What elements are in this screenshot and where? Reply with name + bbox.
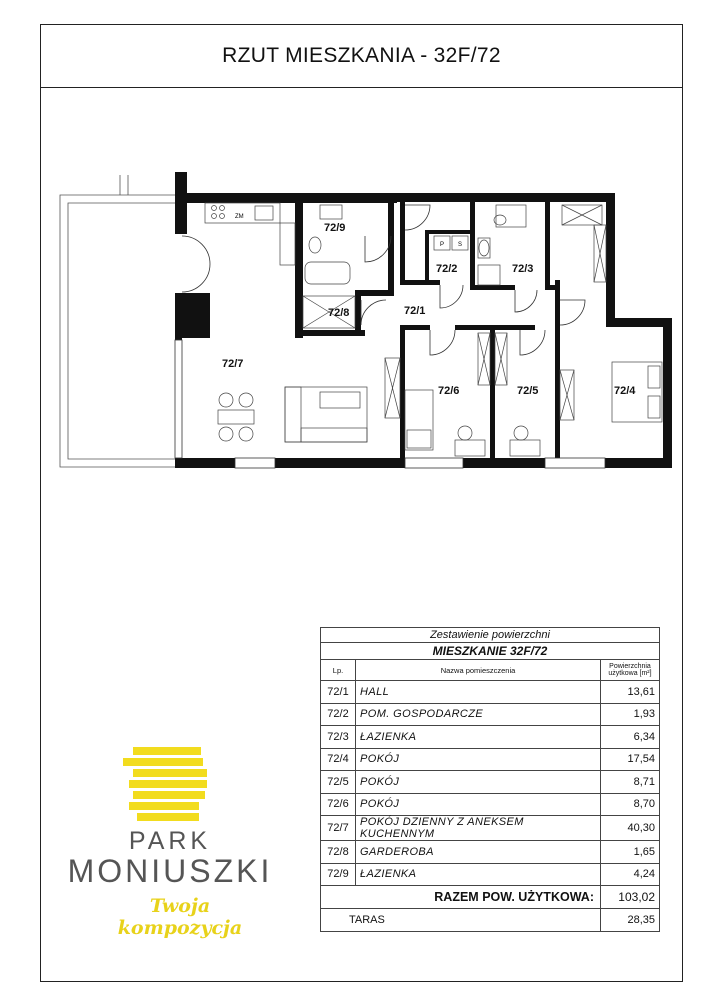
table-row: 72/9 ŁAZIENKA 4,24 [321, 863, 660, 886]
terrace-value: 28,35 [601, 909, 660, 932]
page-title: RZUT MIESZKANIA - 32F/72 [40, 24, 683, 88]
table-caption: Zestawienie powierzchni [321, 628, 660, 643]
table-row: 72/8 GARDEROBA 1,65 [321, 841, 660, 864]
utility-label-p: P [440, 242, 445, 248]
table-row: 72/1 HALL 13,61 [321, 681, 660, 704]
table-row: 72/7 POKÓJ DZIENNY Z ANEKSEM KUCHENNYM 40,30 [321, 816, 660, 841]
table-row: 72/4 POKÓJ 17,54 [321, 748, 660, 771]
room-label: 72/3 [512, 263, 534, 275]
table-row: 72/5 POKÓJ 8,71 [321, 771, 660, 794]
total-row [321, 886, 660, 909]
utility-label-s: S [458, 242, 463, 248]
doors [182, 205, 585, 355]
logo-tagline: Twoja kompozycja [117, 895, 243, 939]
area-table [320, 627, 660, 932]
col-area: Powierzchnia użytkowa [m²] [601, 660, 660, 681]
table-row: 72/6 POKÓJ 8,70 [321, 793, 660, 816]
col-name: Nazwa pomieszczenia [356, 660, 601, 681]
total-label: RAZEM POW. UŻYTKOWA: [321, 886, 601, 909]
walls [175, 172, 672, 468]
room-label: 72/8 [328, 307, 350, 319]
table-apartment: MIESZKANIE 32F/72 [321, 643, 660, 660]
logo-moniuszki-text: MONIUSZKI [67, 853, 273, 889]
table-row: 72/3 ŁAZIENKA 6,34 [321, 726, 660, 749]
room-label: 72/6 [438, 385, 460, 397]
room-label: 72/7 [222, 358, 244, 370]
fridge-label: ZM [235, 214, 244, 220]
room-label: 72/1 [404, 305, 426, 317]
terrace [60, 175, 178, 467]
room-label: 72/4 [614, 385, 636, 397]
room-label: 72/5 [517, 385, 539, 397]
logo-mark [123, 747, 207, 821]
total-value: 103,02 [601, 886, 660, 909]
terrace-label: TARAS [321, 909, 601, 932]
fixtures [205, 203, 662, 456]
logo-park-text: PARK [128, 827, 212, 855]
room-label: 72/9 [324, 222, 346, 234]
room-label: 72/2 [436, 263, 458, 275]
table-row: 72/2 POM. GOSPODARCZE 1,93 [321, 703, 660, 726]
col-lp: Lp. [321, 660, 356, 681]
terrace-row [321, 909, 660, 932]
